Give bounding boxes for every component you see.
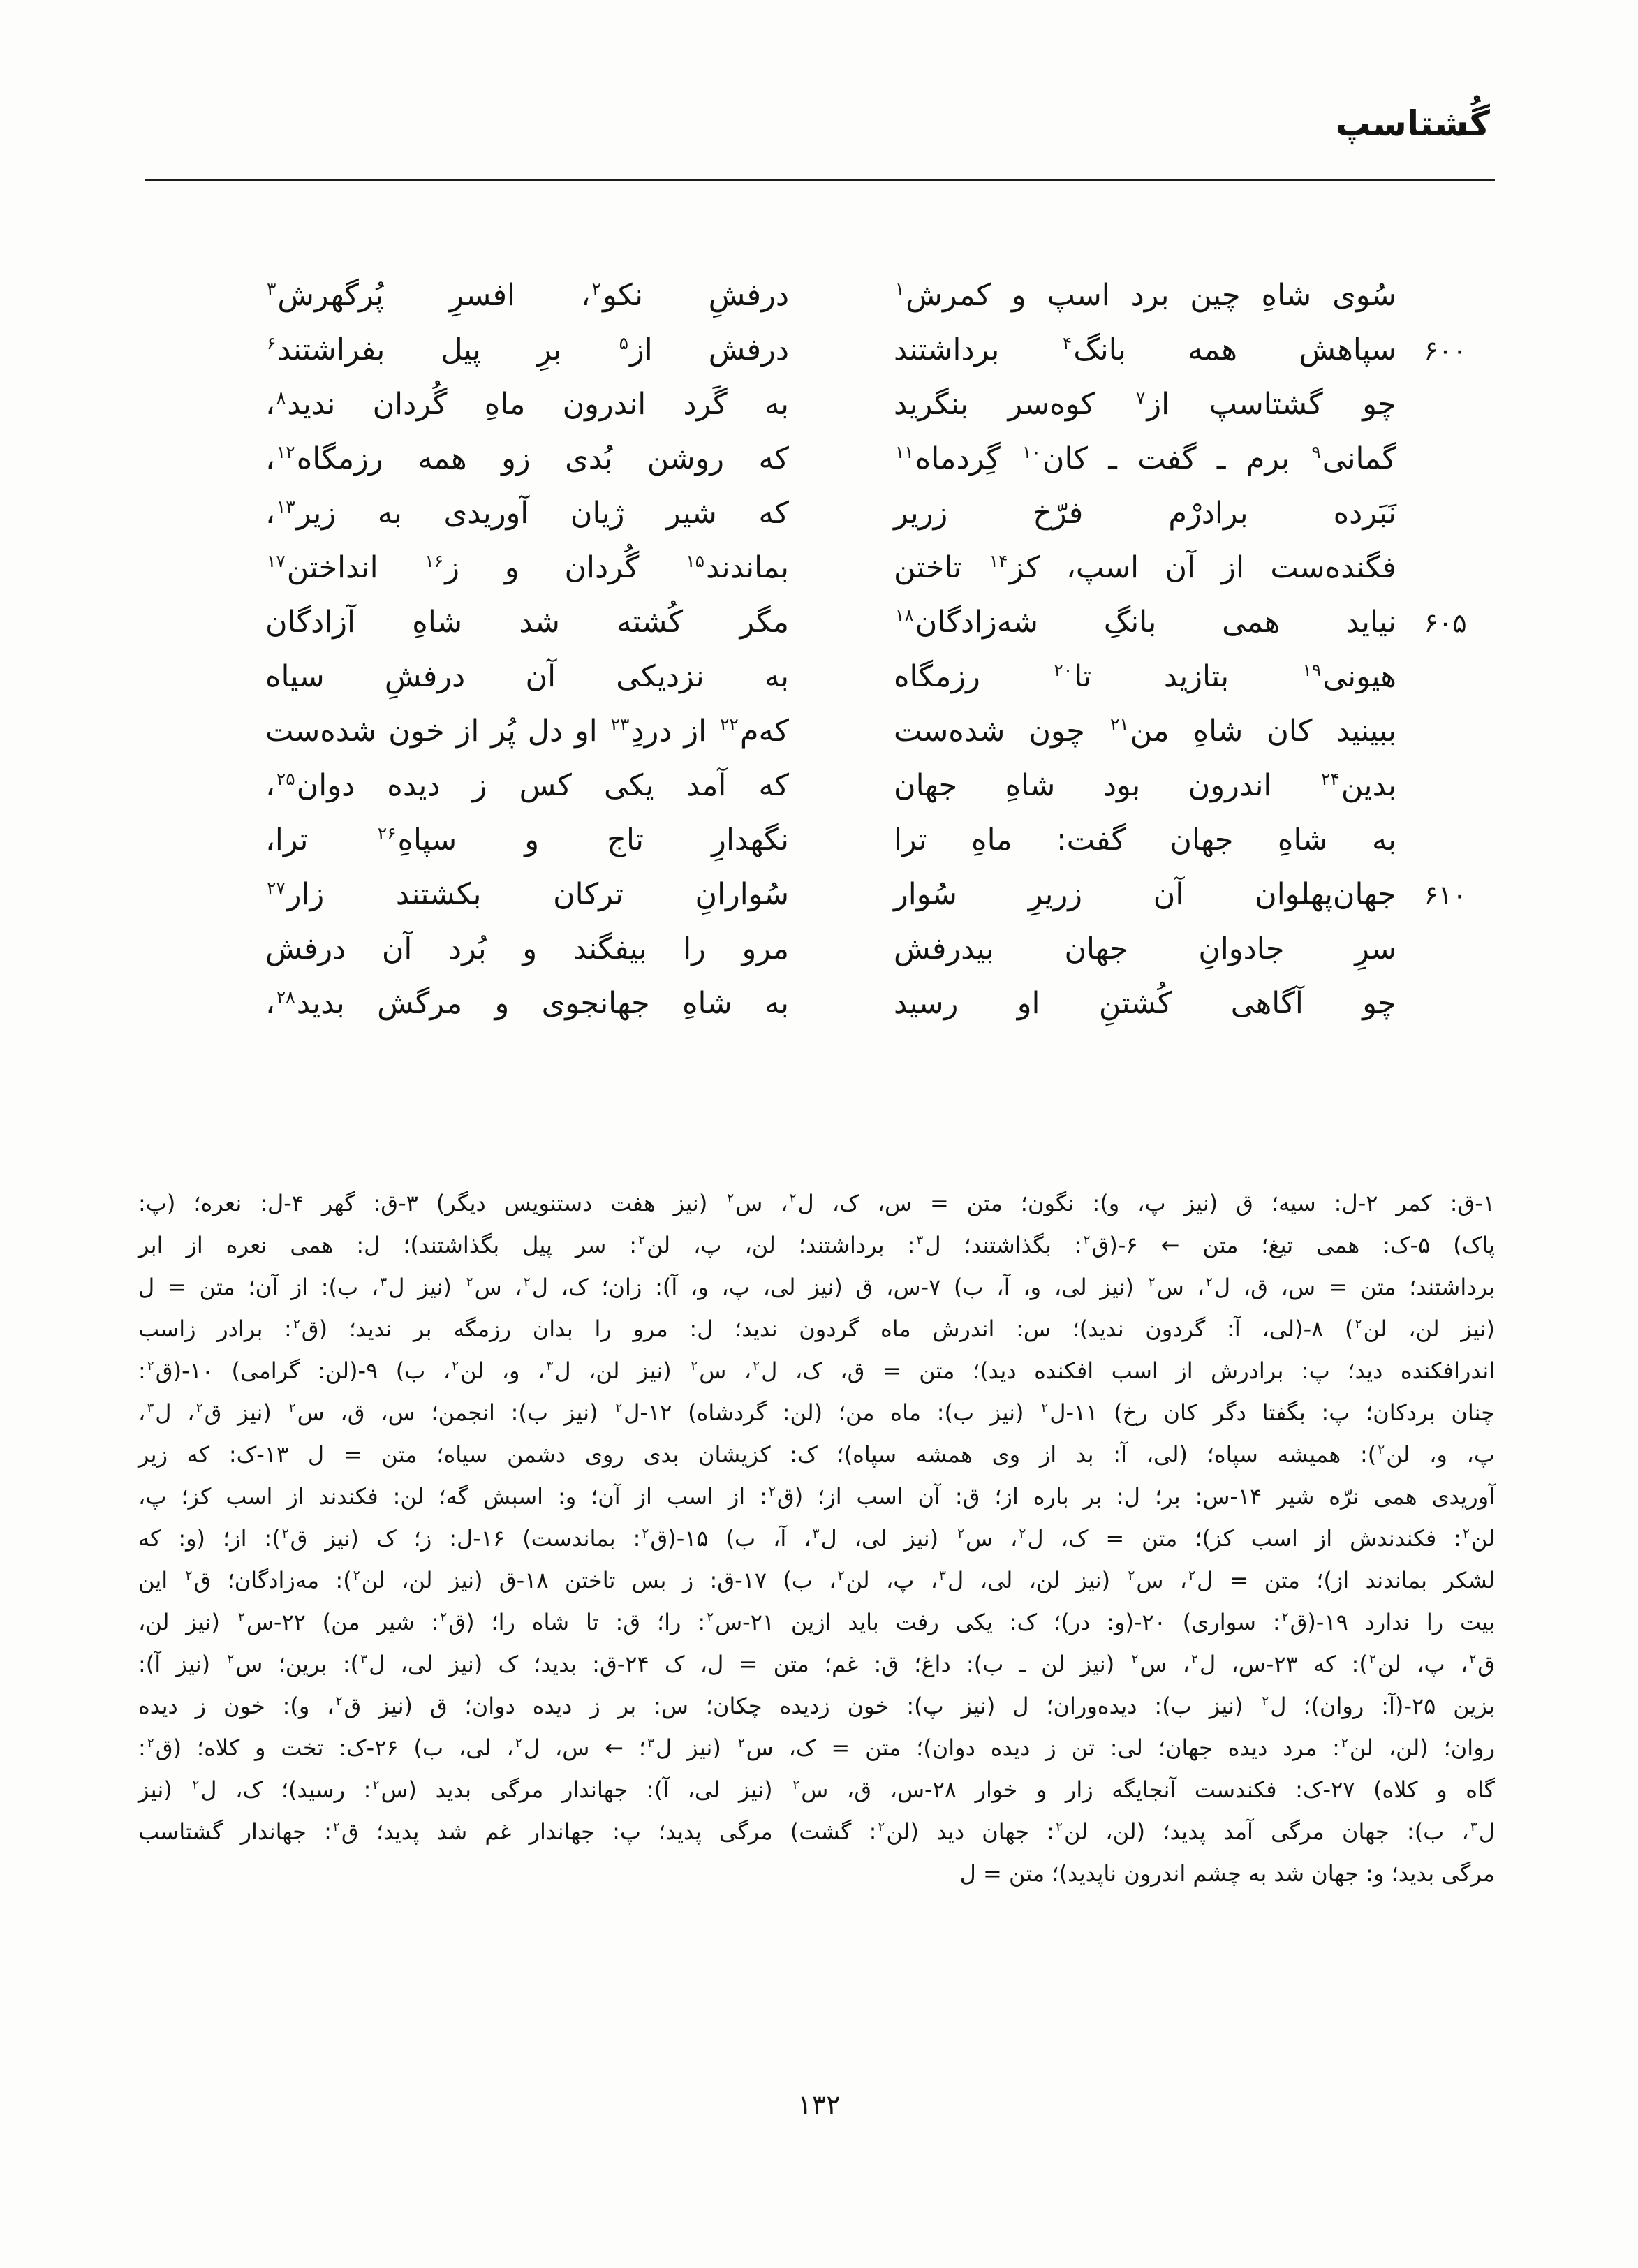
hemistich-left: بماندند$^{۱۵}$ گُردان و ز$^{۱۶}$ انداختن$^{۱۷}$ bbox=[267, 550, 790, 585]
verse-row bbox=[265, 986, 1494, 1040]
hemistich-right: جهان‌پهلوان آن زریرِ سُوار bbox=[894, 877, 1396, 912]
footnote-line: برداشتند؛ متن = س، ق، ل$^۲$، س$^۲$ (نیز لی، و، آ، ب) ۷-س، ق (نیز لی، پ، و، آ): زان؛ ک، ل$^۲$، س$^۲$ (نیز ل$^۳$، ب): از آن؛ متن = ل bbox=[138, 1274, 1496, 1300]
hemistich-left: که‌م$^{۲۲}$ از دردِ$^{۲۳}$ او دل پُر از خون شده‌ست bbox=[265, 714, 789, 749]
footnote-line: ق$^۲$، پ، لن$^۲$): که ۲۳-س، ل$^۲$، س$^۲$ (نیز لن ـ ب): داغ؛ ق: غم؛ متن = ل، ک ۲۴-ق: بدید؛ ک (نیز لی، ل$^۳$): برین؛ س$^۲$ (نیز آ): bbox=[138, 1651, 1496, 1677]
hemistich-left: درفشِ نکو$^۲$، افسرِ پُرگهرش$^۳$ bbox=[267, 278, 789, 313]
verse-row bbox=[265, 496, 1494, 550]
footnote-line: آوریدی همی نرّه شیر ۱۴-س: بر؛ ل: بر باره از؛ ق: آن اسب از؛ (ق$^۲$: از اسب از آن؛ و: اسبش گه؛ لن: فکندند از اسب کز؛ پ، bbox=[138, 1483, 1496, 1510]
verse-row bbox=[265, 550, 1494, 605]
hemistich-left: نگهدارِ تاج و سپاهِ$^{۲۶}$ ترا، bbox=[265, 823, 789, 857]
hemistich-left: که آمد یکی کس ز دیده دوان$^{۲۵}$، bbox=[265, 768, 789, 803]
verse-row bbox=[265, 387, 1494, 441]
hemistich-left: مگر کُشته شد شاهِ آزادگان bbox=[265, 605, 789, 640]
verse-row bbox=[265, 441, 1494, 496]
hemistich-right: سپاهش همه بانگ$^۴$ برداشتند bbox=[894, 332, 1396, 367]
critical-apparatus bbox=[138, 1182, 1495, 1894]
footnote-line: چنان بردکان؛ پ: بگفتا دگر کان رخ) ۱۱-ل$^۲$ (نیز ب): ماه من؛ (لن: گردشاه) ۱۲-ل$^۲$ (نیز ب): انجمن؛ س، ق، س$^۲$ (نیز ق$^۲$، ل$^۳$، bbox=[138, 1399, 1496, 1426]
hemistich-left: که روشن بُدی زو همه رزمگاه$^{۱۲}$، bbox=[265, 441, 789, 476]
hemistich-right: سُوی شاهِ چین برد اسپ و کمرش$^۱$ bbox=[895, 278, 1396, 313]
verse-number: ۶۰۵ bbox=[1424, 608, 1467, 638]
hemistich-right: نَبَرده برادرْم فرّخ زریر bbox=[894, 496, 1396, 531]
verse-number: ۶۱۰ bbox=[1424, 880, 1467, 911]
footnote-line: پ، و، لن$^۲$): همیشه سپاه؛ (لی، آ: بد از وی همشه سپاه)؛ ک: کزیشان بدی روی دشمن سیاه؛ متن = ل ۱۳-ک: که زیر bbox=[138, 1441, 1496, 1468]
verse-row bbox=[265, 659, 1494, 714]
hemistich-right: ببینید کان شاهِ من$^{۲۱}$ چون شده‌ست bbox=[894, 714, 1397, 749]
hemistich-left: سُوارانِ ترکان بکشتند زار$^{۲۷}$ bbox=[267, 877, 789, 912]
hemistich-right: به شاهِ جهان گفت: ماهِ ترا bbox=[894, 823, 1396, 857]
footnote-line: ل$^۳$، ب): جهان مرگی آمد پدید؛ (لن، لن$^۲$: جهان دید (لن$^۲$: گشت) مرگی پدید؛ پ: جهاندار غم شد پدید؛ ق$^۲$: جهاندار گشتاسب bbox=[138, 1818, 1496, 1845]
footnote-line: مرگی بدید؛ و: جهان شد به چشم اندرون ناپدید)؛ متن = ل bbox=[959, 1860, 1495, 1887]
hemistich-left: مرو را بیفگند و بُرد آن درفش bbox=[265, 932, 789, 966]
footnote-line: روان؛ (لن، لن$^۲$: مرد دیده جهان؛ لی: تن ز دیده دوان)؛ متن = ک، س$^۲$ (نیز ل$^۳$؛ ← س، ل$^۲$، لی، ب) ۲۶-ک: تخت و کلاه؛ (ق$^۲$: bbox=[138, 1735, 1496, 1761]
hemistich-right: چو آگاهی کُشتنِ او رسید bbox=[894, 986, 1396, 1021]
hemistich-left: به شاهِ جهانجوی و مرگش بدید$^{۲۸}$، bbox=[265, 986, 789, 1021]
hemistich-left: درفش از$^۵$ برِ پیل بفراشتند$^۶$ bbox=[267, 332, 789, 367]
footnote-line: گاه و کلاه) ۲۷-ک: فکندست آنجایگه زار و خوار ۲۸-س، ق، س$^۲$ (نیز لی، آ): جهاندار مرگی بدید (س$^۲$: رسید)؛ ک، ل$^۲$ (نیز bbox=[138, 1776, 1496, 1803]
verse-row bbox=[265, 768, 1494, 823]
verse-row bbox=[265, 332, 1494, 387]
verse-row bbox=[265, 605, 1494, 659]
footnote-line: ۱-ق: کمر ۲-ل: سیه؛ ق (نیز پ، و): نگون؛ متن = س، ک، ل$^۲$، س$^۲$ (نیز هفت دستنویس دیگر) ۳-ق: گهر ۴-ل: نعره؛ (پ: bbox=[138, 1190, 1496, 1216]
running-head-title: گُشتاسپ bbox=[1335, 103, 1490, 144]
hemistich-right: هیونی$^{۱۹}$ بتازید تا$^{۲۰}$ رزمگاه bbox=[894, 659, 1396, 694]
verse-row bbox=[265, 932, 1494, 986]
verse-row bbox=[265, 278, 1494, 332]
hemistich-left: که شیر ژیان آوریدی به زیر$^{۱۳}$، bbox=[265, 496, 789, 531]
hemistich-left: به نزدیکی آن درفشِ سیاه bbox=[265, 659, 789, 694]
header-rule bbox=[145, 179, 1495, 181]
verse-row bbox=[265, 877, 1494, 932]
footnote-line: بزین ۲۵-(آ: روان)؛ ل$^۲$ (نیز ب): دیده‌وران؛ ل (نیز پ): خون زدیده چکان؛ س: بر ز دیده دوان؛ ق (نیز ق$^۲$، و): خون ز دیده bbox=[138, 1693, 1496, 1719]
footnote-line: (نیز لن، لن$^۲$) ۸-(لی، آ: گردون ندید)؛ س: اندرش ماه گردون ندید؛ ل: مرو را بدان رزمگه بر ندید؛ (ق$^۲$: برادر زاسب bbox=[138, 1316, 1496, 1342]
footnote-line: لن$^۲$: فکندندش از اسب کز)؛ متن = ک، ل$^۲$، س$^۲$ (نیز لی، ل$^۳$، آ، ب) ۱۵-(ق$^۲$: بماندست) ۱۶-ل: ز؛ ک (نیز ق$^۲$): از؛ (و: که bbox=[138, 1525, 1496, 1552]
page-number: ۱۳۲ bbox=[797, 2089, 841, 2120]
verse-row bbox=[265, 823, 1494, 877]
footnote-line: اندرافکنده دید؛ پ: برادرش از اسب افکنده دید)؛ متن = ق، ک، ل$^۲$، س$^۲$ (نیز لن، ل$^۳$، و، لن$^۲$، ب) ۹-(لن: گرامی) ۱۰-(ق$^۲$: bbox=[138, 1357, 1496, 1384]
hemistich-left: به گَرد اندرون ماهِ گُردان ندید$^۸$، bbox=[265, 387, 789, 422]
hemistich-right: سرِ جادوانِ جهان بیدرفش bbox=[894, 932, 1396, 966]
footnote-line: بیت را ندارد ۱۹-(ق$^۲$: سواری) ۲۰-(و: در)؛ ک: یکی رفت باید ازین ۲۱-س$^۲$: را؛ ق: تا شاه را؛ (ق$^۲$: شیر من) ۲۲-س$^۲$ (نیز لن، bbox=[138, 1609, 1496, 1635]
hemistich-right: گمانی$^۹$ برم ـ گفت ـ کان$^{۱۰}$ گِردماه$^{۱۱}$ bbox=[895, 441, 1396, 476]
hemistich-right: فگنده‌ست از آن اسپ، کز$^{۱۴}$ تاختن bbox=[894, 550, 1396, 585]
hemistich-right: بدین$^{۲۴}$ اندرون بود شاهِ جهان bbox=[894, 768, 1396, 803]
verse-row bbox=[265, 714, 1494, 768]
poem-block bbox=[265, 278, 1494, 1040]
hemistich-right: نیاید همی بانگِ شه‌زادگان$^{۱۸}$ bbox=[895, 605, 1396, 640]
hemistich-right: چو گشتاسپ از$^۷$ کوه‌سر بنگرید bbox=[894, 387, 1396, 422]
verse-number: ۶۰۰ bbox=[1424, 335, 1467, 366]
footnote-line: لشکر بماندند از)؛ متن = ل$^۲$، س$^۲$ (نیز لن، لی، ل$^۳$، پ، لن$^۲$، ب) ۱۷-ق: ز بس تاختن ۱۸-ق (نیز لن، لن$^۲$): مه‌زادگان؛ ق$^۲$ این bbox=[138, 1567, 1496, 1593]
footnote-line: پاک) ۵-ک: همی تیغ؛ متن ← ۶-(ق$^۲$: بگذاشتند؛ ل$^۳$: برداشتند؛ لن، پ، لن$^۲$: سر پیل بگذاشتند)؛ ل: همی نعره از ابر bbox=[138, 1232, 1496, 1258]
